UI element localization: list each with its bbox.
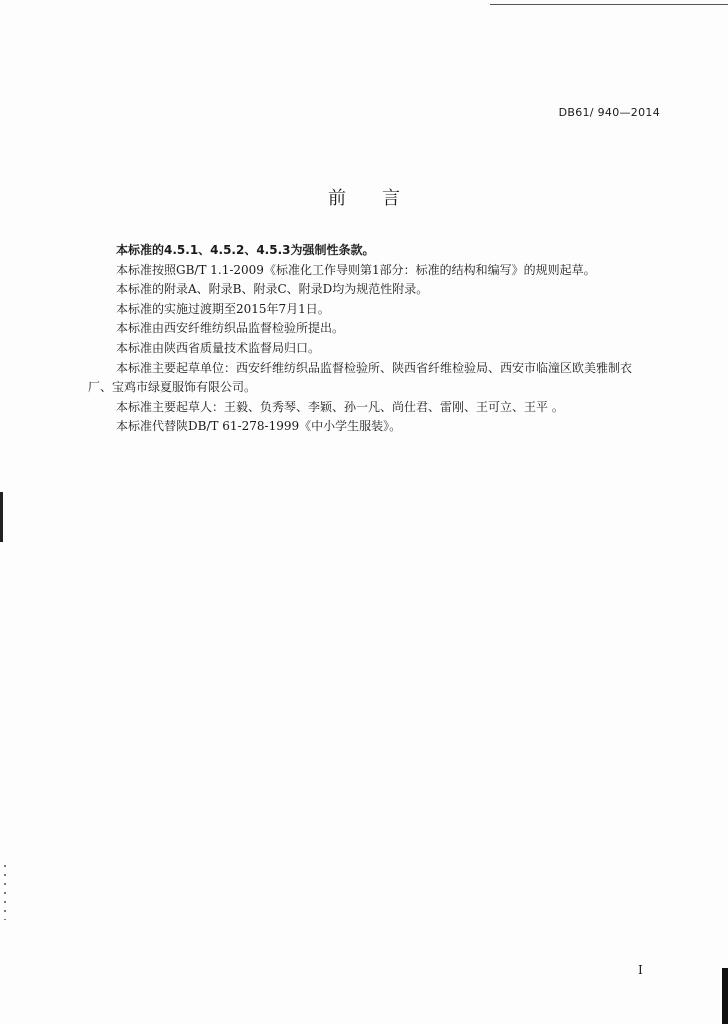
page-title: 前言 (328, 188, 436, 209)
paragraph-mandatory-clauses: 本标准的4.5.1、4.5.2、4.5.3为强制性条款。 (116, 243, 375, 257)
paragraph-proposed-by: 本标准由西安纤维纺织品监督检验所提出。 (116, 321, 345, 336)
scan-artifact-left-bar (0, 492, 3, 542)
paragraph-drafters: 本标准主要起草人：王毅、负秀琴、李颖、孙一凡、尚仕君、雷刚、王可立、王平 。 (116, 399, 564, 414)
scan-artifact-right-bar (722, 968, 728, 1024)
scan-artifact-left-dots (4, 865, 6, 920)
page-number: I (638, 963, 643, 977)
paragraph-transition-period: 本标准的实施过渡期至2015年7月1日。 (116, 301, 330, 316)
paragraph-annexes: 本标准的附录A、附录B、附录C、附录D均为规范性附录。 (116, 282, 429, 297)
foreword-body (88, 241, 668, 437)
paragraph-drafting-units-continued: 厂、宝鸡市绿夏服饰有限公司。 (88, 380, 257, 395)
paragraph-responsible-body: 本标准由陕西省质量技术监督局归口。 (116, 340, 321, 355)
paragraph-replaces: 本标准代替陕DB/T 61-278-1999《中小学生服装》。 (116, 419, 402, 434)
scan-artifact-top-line (490, 4, 728, 5)
paragraph-drafting-rules: 本标准按照GB/T 1.1-2009《标准化工作导则第1部分：标准的结构和编写》的规则起草。 (116, 262, 596, 277)
paragraph-drafting-units: 本标准主要起草单位：西安纤维纺织品监督检验所、陕西省纤维检验局、西安市临潼区欧美雅制衣 (116, 360, 633, 375)
document-code: DB61/ 940—2014 (558, 106, 660, 119)
